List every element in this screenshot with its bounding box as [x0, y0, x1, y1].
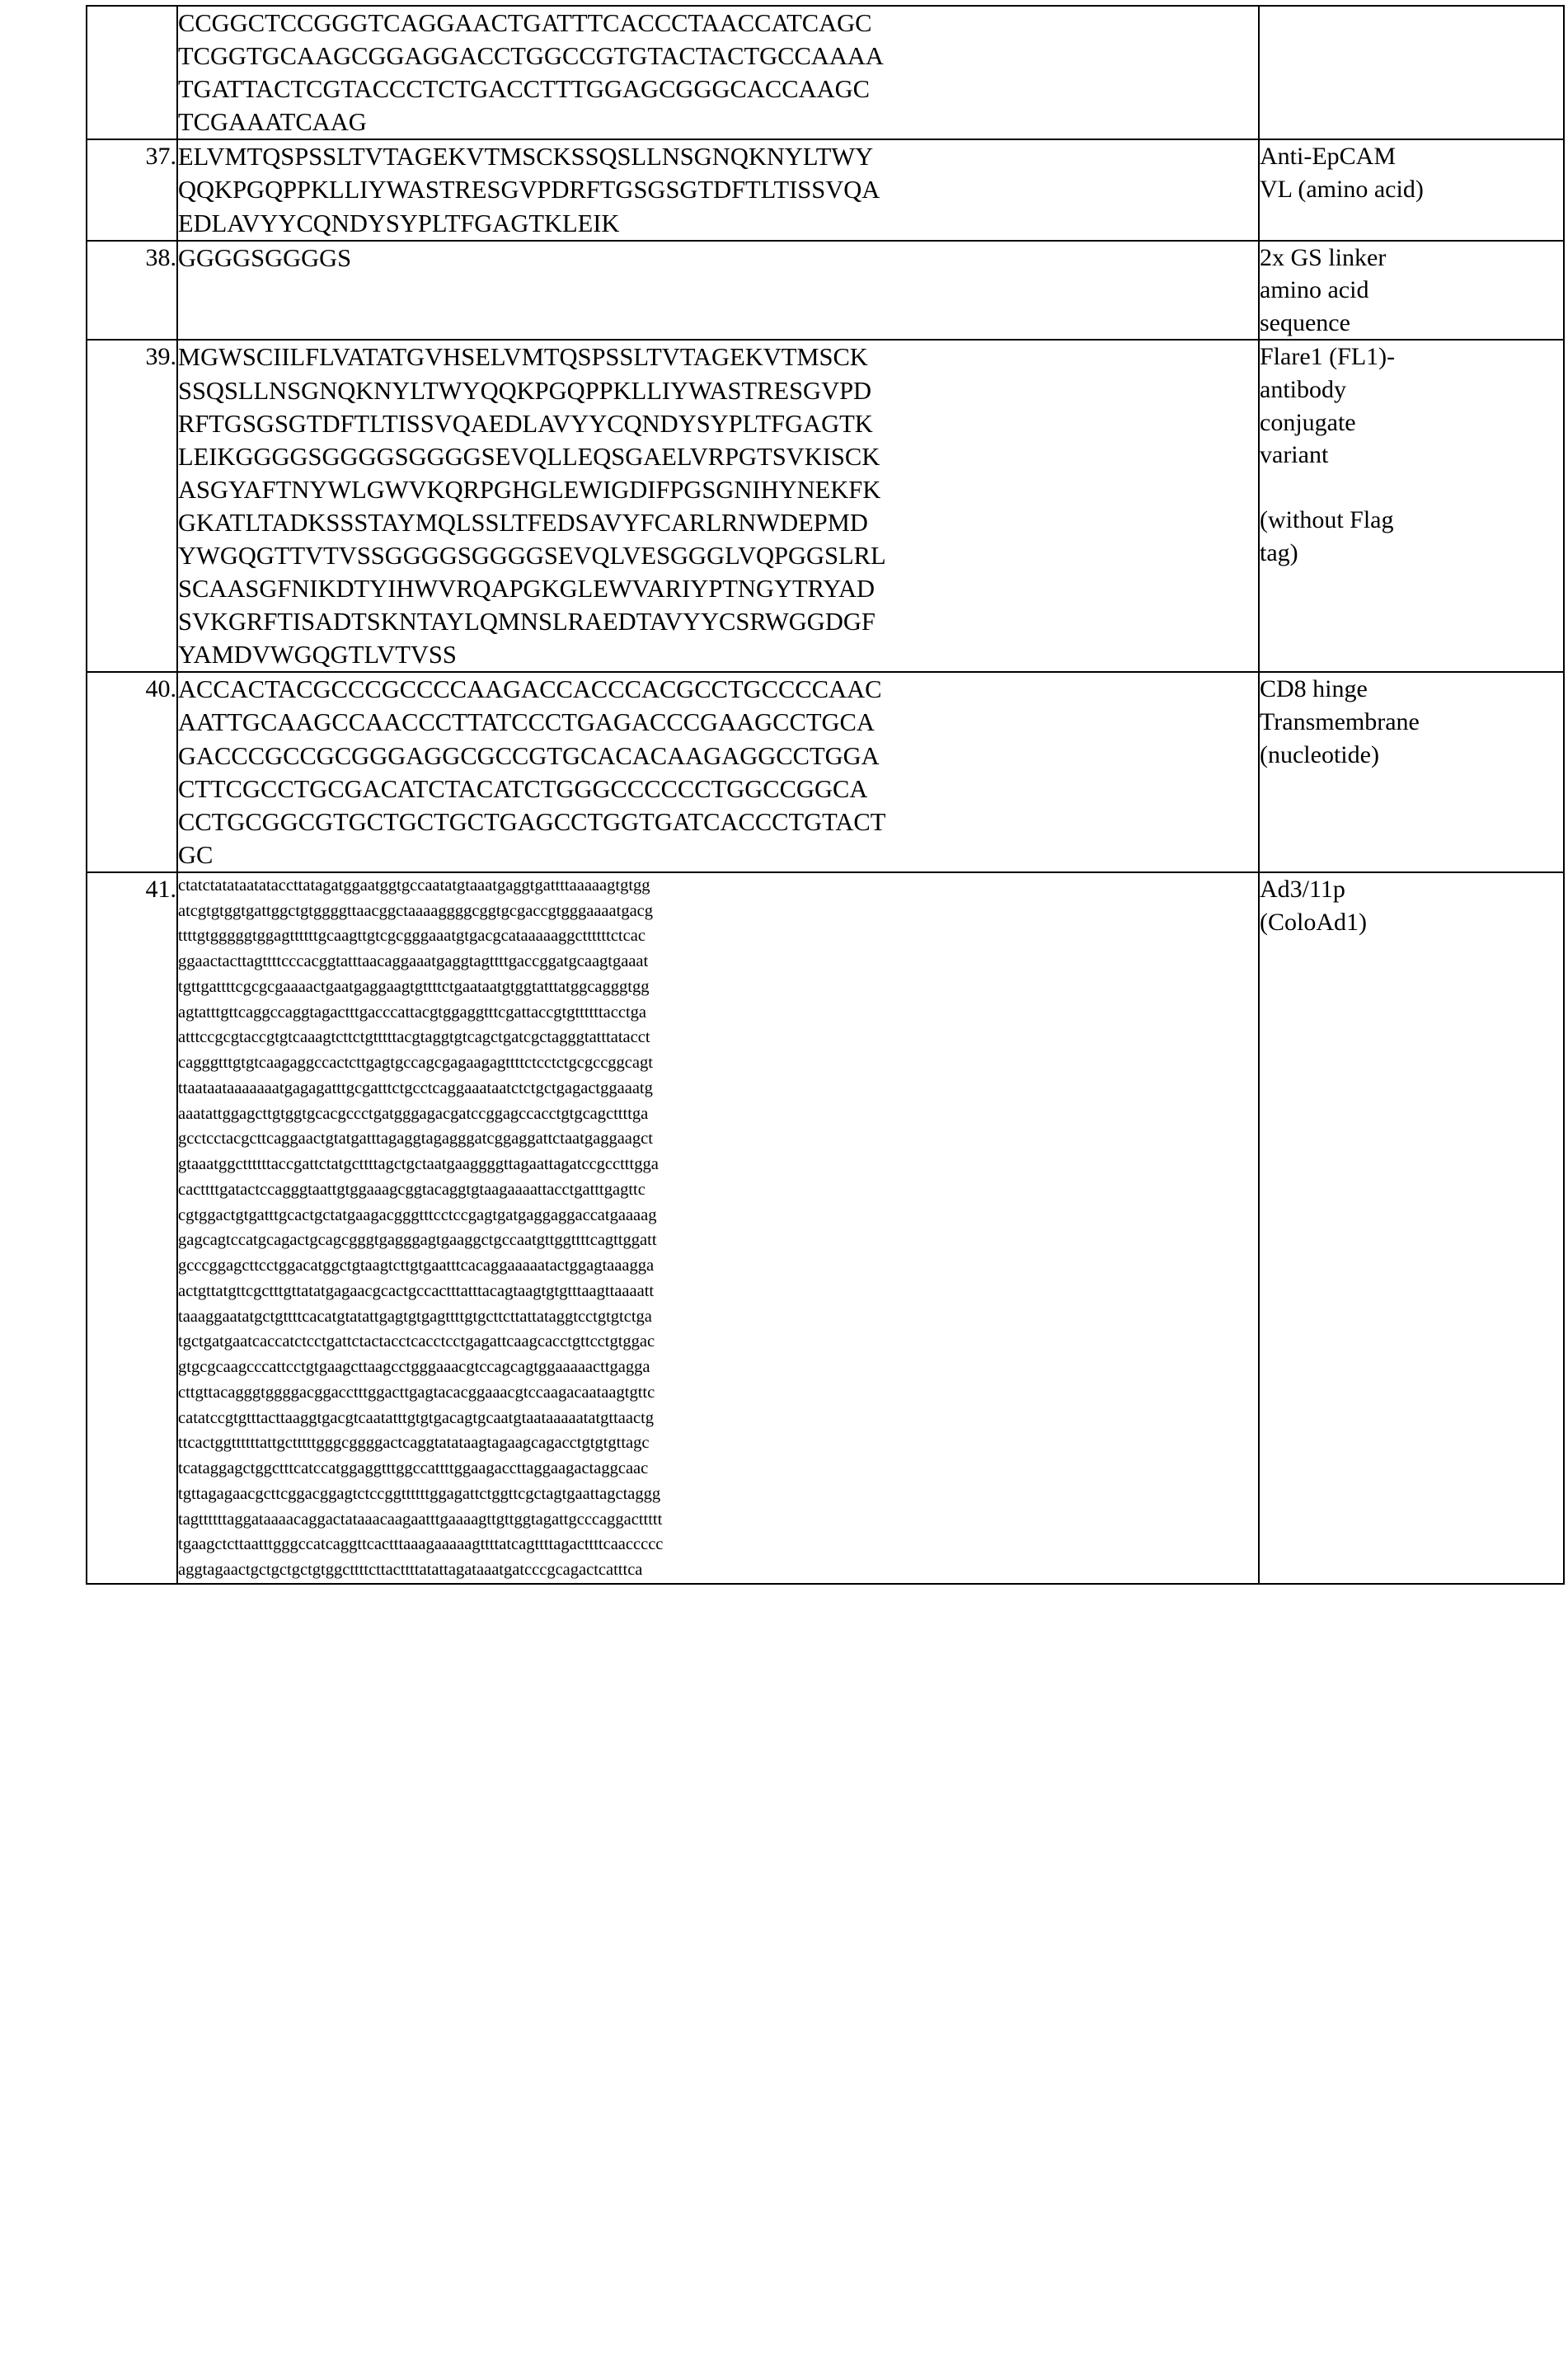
table-row [87, 241, 1564, 341]
sequence-cell [177, 672, 1259, 872]
seq-id-cell: 40. [87, 672, 177, 872]
table-row [87, 6, 1564, 139]
sequence-cell [177, 241, 1259, 341]
sequence-text: MGWSCIILFLVATATGVHSELVMTQSPSSLTVTAGEKVTMSCK SSQSLLNSGNQKNYLTWYQQKPGQPPKLLIYWASTRESGVPD RFTGSGSGTDFTLTISSVQAEDLAVYYCQNDYSYPLTFGAGTK LEIKGGGGSGGGGSGGGGSEVQLLEQSGAELVRPGTSVKISCK ASGYAFTNYWLGWVKQRPGHGLEWIGDIFPGSGNIHYNEKFK GKATLTADKSSSTAYMQLSSLTFEDSAVYFCARLRNWDEPMD YWGQGTTVTVSSGGGGSGGGGSEVQLVESGGGLVQPGGSLRL SCAASGFNIKDTYIHWVRQAPGKGLEWVARIYPTNGYTRYAD SVKGRFTISADTSKNTAYLQMNSLRAEDTAVYYCSRWGGDGF YAMDVWGQGTLVTVSS [178, 343, 886, 669]
sequence-cell [177, 340, 1259, 672]
seq-id-cell: 41. [87, 872, 177, 1584]
seq-id-cell: 37. [87, 139, 177, 240]
table-body [87, 6, 1564, 1584]
seq-id-cell [87, 6, 177, 139]
sequence-text: ACCACTACGCCCGCCCCAAGACCACCCACGCCTGCCCCAAC AATTGCAAGCCAACCCTTATCCCTGAGACCCGAAGCCTGCA GACCCGCCGCGGGAGGCGCCGTGCACACAAGAGGCCTGGA CTTCGCCTGCGACATCTACATCTGGGCCCCCCTGGCCGGCA CCTGCGGCGTGCTGCTGCTGAGCCTGGTGATCACCCTGTACT GC [178, 675, 886, 869]
description-cell: Ad3/11p (ColoAd1) [1259, 872, 1564, 1584]
seq-id-cell: 39. [87, 340, 177, 672]
seq-id-cell: 38. [87, 241, 177, 341]
sequence-text: ELVMTQSPSSLTVTAGEKVTMSCKSSQSLLNSGNQKNYLTWY QQKPGQPPKLLIYWASTRESGVPDRFTGSGSGTDFTLTISSVQA EDLAVYYCQNDYSYPLTFGAGTKLEIK [178, 143, 880, 237]
description-cell [1259, 6, 1564, 139]
sequence-cell [177, 139, 1259, 240]
sequence-cell [177, 6, 1259, 139]
description-cell: CD8 hinge Transmembrane (nucleotide) [1259, 672, 1564, 872]
sequence-text: ctatctatataatataccttatagatggaatggtgccaatatgtaaatgaggtgattttaaaaagtgtgg atcgtgtggtgattggctgtggggttaacggctaaaaggggcggtgcgaccgtgggaaaatgacg ttttgtgggggtggagttttttgcaagttgtcgcgggaaatgtgacgcataaaaaggcttttttctcac ggaactacttagttttcccacggtatttaacaggaaatgaggtagttttgaccggatgcaagtgaaat tgttgattttcgcgcgaaaactgaatgaggaagtgttttctgaataatgtggtatttatggcagggtgg agtatttgttcaggccaggtagactttgacccattacgtggaggtttcgattaccgtgttttttacctga atttccgcgtaccgtgtcaaagtcttctgtttttacgtaggtgtcagctgatcgctagggtatttatacct cagggtttgtgtcaagaggccactcttgagtgccagcgagaagagttttctcctctgcgccggcagt ttaataataaaaaaatgagagatttgcgatttctgcctcaggaaataatctctgctgagactggaaatg aaatattggagcttgtggtgcacgccctgatgggagacgatccggagccacctgtgcagcttttga gcctcctacgcttcaggaactgtatgatttagaggtagagggatcggaggattctaatgaggaagct gtaaatggcttttttaccgattctatgcttttagctgctaatgaaggggttagaattagatccgcctttgga cacttttgatactccagggtaattgtggaaagcggtacaggtgtaagaaaattacctgatttgagttc cgtggactgtgatttgcactgctatgaagacgggtttcctccgagtgatgaggaggaccatgaaaag gagcagtccatgcagactgcagcgggtgagggagtgaaggctgccaatgttggttttcagttggatt gcccggagcttcctggacatggctgtaagtcttgtgaatttcacaggaaaaatactggagtaaagga actgttatgttcgctttgttatatgagaacgcactgccactttatttacagtaagtgtgtttaagttaaaatt taaaggaatatgctgttttcacatgtatattgagtgtgagttttgtgcttcttattataggtcctgtgtctga tgctgatgaatcaccatctcctgattctactacctcacctcctgagattcaagcacctgttcctgtggac gtgcgcaagcccattcctgtgaagcttaagcctgggaaacgtccagcagtggaaaaacttgagga cttgttacagggtggggacggacctttggacttgagtacacggaaacgtccaagacaataagtgttc catatccgtgtttacttaaggtgacgtcaatatttgtgtgacagtgcaatgtaataaaaatatgttaactg ttcactggttttttattgctttttgggcggggactcaggtatataagtagaagcagacctgtgtgttagc tcataggagctggctttcatccatggaggtttggccattttggaagaccttaggaagactaggcaac tgttagagaacgcttcggacggagtctccggttttttggagattctggttcgctagtgaattagctaggg tagttttttaggataaaacaggactataaacaagaatttgaaaagttgttggtagattgcccaggacttttt tgaagctcttaatttgggccatcaggttcactttaaagaaaaagttttatcagttttagacttttcaaccccc aggtagaactgctgctgctgtggcttttcttacttttatattagataaatgatcccgcagactcatttca [178, 876, 664, 1580]
table-row [87, 872, 1564, 1584]
table-row [87, 139, 1564, 240]
description-cell: Anti-EpCAM VL (amino acid) [1259, 139, 1564, 240]
table-row [87, 340, 1564, 672]
sequence-text: CCGGCTCCGGGTCAGGAACTGATTTCACCCTAACCATCAGC TCGGTGCAAGCGGAGGACCTGGCCGTGTACTACTGCCAAAA TGATTACTCGTACCCTCTGACCTTTGGAGCGGGCACCAAGC TCGAAATCAAG [178, 9, 884, 137]
sequence-cell [177, 872, 1259, 1584]
table-row [87, 672, 1564, 872]
description-cell: 2x GS linker amino acid sequence [1259, 241, 1564, 341]
sequence-text: GGGGSGGGGS [178, 243, 352, 272]
sequence-listing-table [86, 5, 1565, 1585]
description-cell: Flare1 (FL1)- antibody conjugate variant (without Flag tag) [1259, 340, 1564, 672]
